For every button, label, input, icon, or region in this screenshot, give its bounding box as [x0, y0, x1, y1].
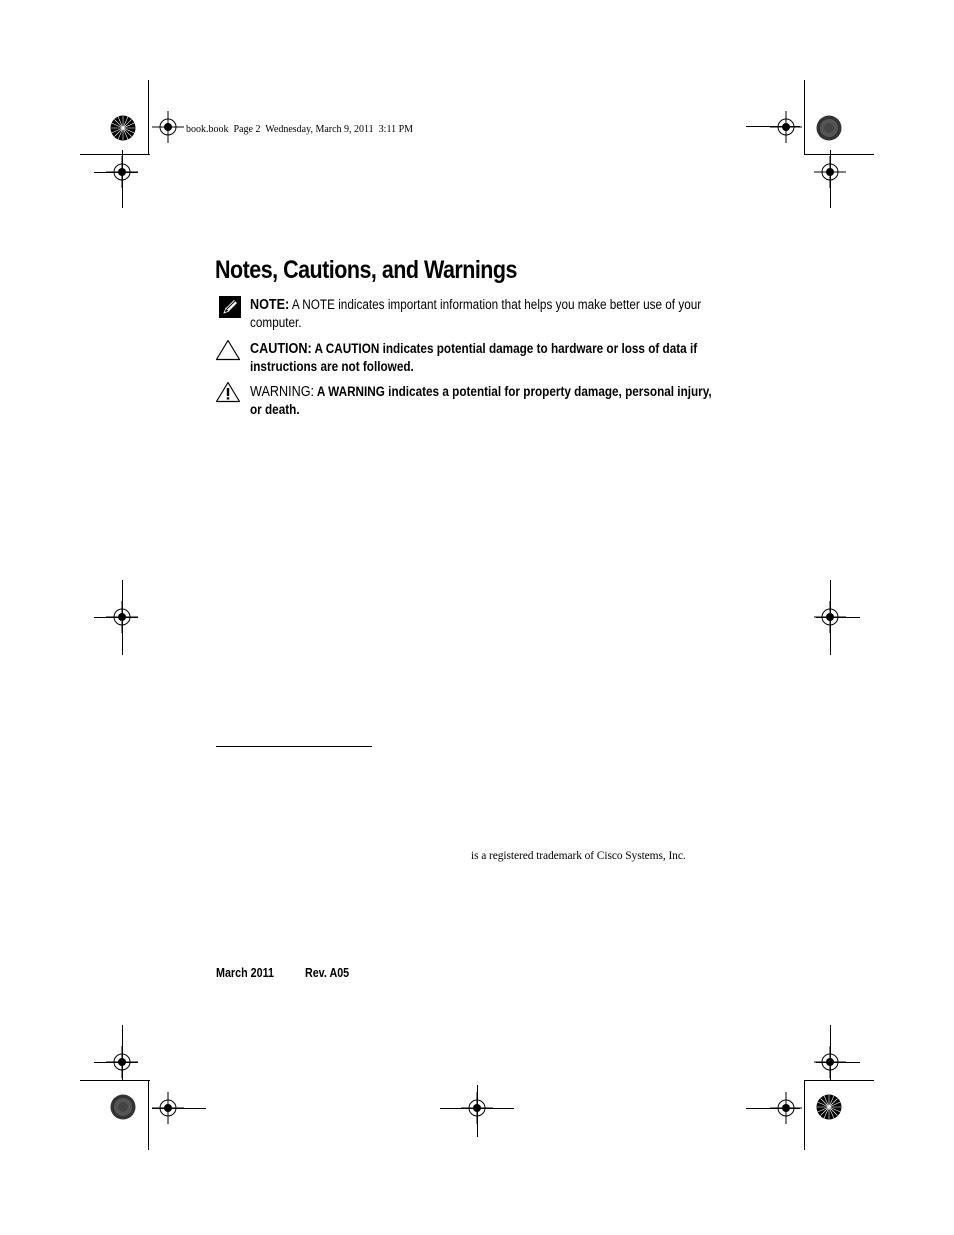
- note-body: A NOTE indicates important information that helps you make better use of your computer.: [250, 297, 702, 330]
- crop-line: [746, 126, 800, 127]
- crop-line: [477, 1085, 478, 1137]
- crosshair-target-icon: [152, 111, 184, 143]
- crop-line: [94, 1062, 138, 1063]
- warning-notice: [215, 383, 775, 418]
- crop-line: [830, 150, 831, 208]
- crop-line: [816, 1062, 860, 1063]
- note-label: NOTE:: [250, 297, 290, 313]
- crop-line: [122, 1025, 123, 1080]
- crop-line: [804, 1080, 805, 1150]
- note-text: [250, 296, 720, 331]
- crop-line: [148, 80, 149, 155]
- warning-text: [250, 383, 720, 418]
- crop-line: [804, 1080, 874, 1081]
- revision-number: Rev. A05: [304, 966, 350, 980]
- note-notice: [215, 296, 775, 331]
- publication-date: March 2011: [216, 966, 274, 980]
- caution-label: CAUTION:: [250, 341, 312, 357]
- crop-line: [152, 1108, 206, 1109]
- registration-mark-icon: [816, 1094, 842, 1120]
- caution-notice: [215, 340, 775, 375]
- crop-line: [80, 1080, 150, 1081]
- crop-line: [94, 172, 138, 173]
- publication-footer: [216, 966, 349, 980]
- page-title: Notes, Cautions, and Warnings: [215, 256, 517, 284]
- crop-line: [148, 1080, 149, 1150]
- crop-line: [804, 154, 874, 155]
- header-slug: book.book Page 2 Wednesday, March 9, 2011 3:11 PM: [186, 124, 414, 135]
- crop-line: [746, 1108, 800, 1109]
- trademark-notice: is a registered trademark of Cisco Systems, Inc.: [471, 850, 686, 862]
- note-pencil-icon: [219, 296, 241, 318]
- caution-body: A CAUTION indicates potential damage to hardware or loss of data if instructions are not followed.: [250, 341, 698, 374]
- warning-triangle-icon: [215, 381, 241, 403]
- registration-mark-icon: [110, 1094, 136, 1120]
- crop-line: [830, 1025, 831, 1080]
- crop-line: [122, 580, 123, 655]
- crop-line: [830, 580, 831, 655]
- warning-body: A WARNING indicates a potential for property damage, personal injury, or death.: [250, 384, 712, 417]
- crop-line: [122, 150, 123, 208]
- caution-triangle-icon: [215, 339, 241, 361]
- crop-line: [816, 617, 860, 618]
- warning-label: WARNING:: [250, 384, 315, 400]
- crop-line: [804, 80, 805, 155]
- registration-mark-icon: [816, 115, 842, 141]
- crop-line: [94, 617, 138, 618]
- caution-text: [250, 340, 720, 375]
- registration-mark-icon: [110, 115, 136, 141]
- footnote-divider: [216, 746, 372, 747]
- crop-line: [80, 154, 150, 155]
- crosshair-target-icon: [770, 111, 802, 143]
